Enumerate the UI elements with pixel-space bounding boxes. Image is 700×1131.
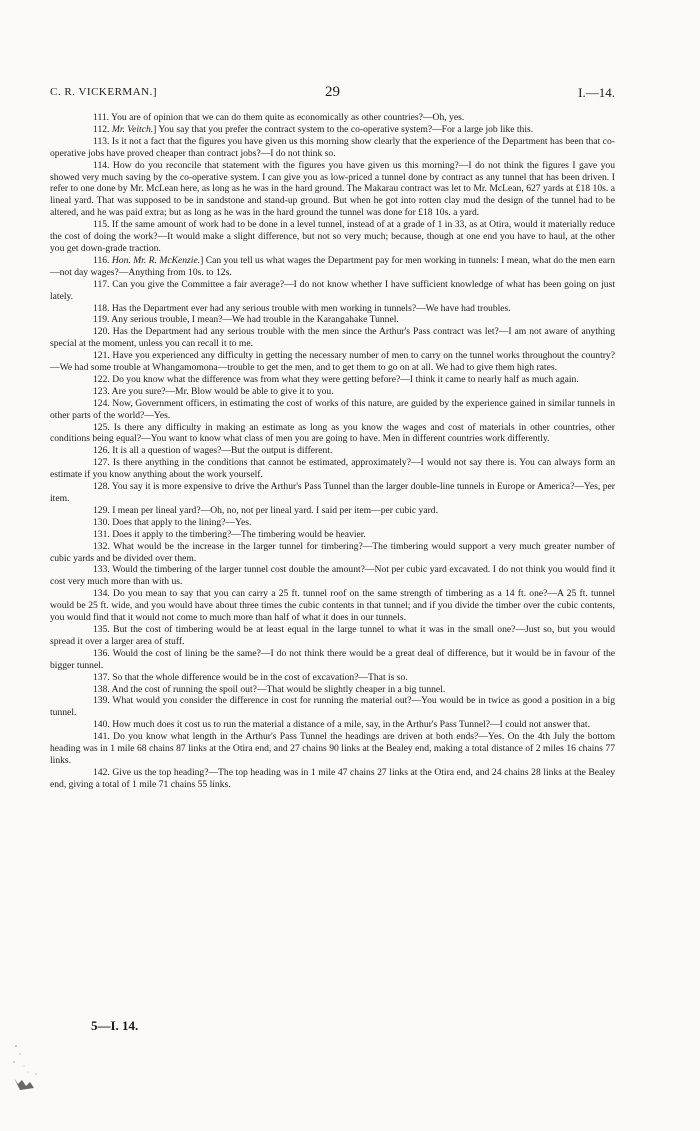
paragraph: 142. Give us the top heading?—The top heading was in 1 mile 47 chains 27 links at the Otira end, and 24 chains 28 links at the Bealey end, giving a total of 1 mile 71 chains 55 links.: [50, 766, 615, 790]
paragraph: 119. Any serious trouble, I mean?—We had trouble in the Karangahake Tunnel.: [93, 314, 399, 326]
testimony-body: [50, 112, 615, 791]
paragraph: 138. And the cost of running the spoil out?—That would be slightly cheaper in a big tunnel.: [93, 683, 446, 695]
paragraph: 116. Hon. Mr. R. McKenzie.] Can you tell us what wages the Department pay for men working in tunnels: I mean, what do the men earn—not day wages?—Anything from 10s. to 12s.: [50, 254, 615, 278]
paragraph: 120. Has the Department had any serious trouble with the men since the Arthur's Pass contract was let?—I am not aware of anything special at the moment, unless you can recall it to me.: [50, 326, 615, 350]
paragraph: 139. What would you consider the difference in cost for running the material out?—You would be in twice as good a position in a big tunnel.: [50, 695, 615, 719]
paragraph: 133. Would the timbering of the larger tunnel cost double the amount?—Not per cubic yard excavated. I do not think you would find it cost very much more than with us.: [50, 564, 615, 588]
paragraph: 129. I mean per lineal yard?—Oh, no, not per lineal yard. I said per item—per cubic yard.: [93, 504, 438, 516]
paragraph: 141. Do you know what length in the Arthur's Pass Tunnel the headings are driven at both ends?—Yes. On the 4th July the bottom heading was in 1 mile 68 chains 87 links at the Otira end, and 27 chains 90 links at the Bealey end, making a total distance of 2 miles 16 chains 77 links.: [50, 731, 615, 766]
witness-name: C. R. VICKERMAN.]: [50, 86, 158, 98]
paragraph: 122. Do you know what the difference was from what they were getting before?—I think it came to nearly half as much again.: [93, 373, 579, 385]
paragraph: 125. Is there any difficulty in making an estimate as long as you know the wages and cost of materials in other countries, other conditions being equal?—You want to know what class of men you are going to have. Men in different countries work differently.: [50, 421, 615, 445]
scan-artifact-icon: [10, 1040, 46, 1092]
paragraph: 117. Can you give the Committee a fair average?—I do not know whether I have sufficient knowledge of what has been going on just lately.: [50, 278, 615, 302]
paragraph: 140. How much does it cost us to run the material a distance of a mile, say, in the Arthur's Pass Tunnel?—I could not answer that.: [93, 719, 590, 731]
page-number: 29: [325, 84, 340, 100]
signature-mark: 5—I. 14.: [91, 1018, 139, 1033]
page-header: [50, 84, 615, 104]
paragraph: 137. So that the whole difference would be in the cost of excavation?—That is so.: [93, 671, 408, 683]
paragraph: 126. It is all a question of wages?—But the output is different.: [93, 445, 333, 457]
paragraph: 121. Have you experienced any difficulty in getting the necessary number of men to carry on the tunnel works throughout the country?—We had some trouble at Whangamomona—trouble to get the men, and to get them to go on at all. We had to give them high rates.: [50, 350, 615, 374]
paragraph: 115. If the same amount of work had to be done in a level tunnel, instead of at a grade of 1 in 33, as at Otira, would it materially reduce the cost of doing the work?—It would make a slight difference, but not so very much; because, though at one end you have to haul, at the other you get down-grade traction.: [50, 219, 615, 254]
paragraph: 131. Does it apply to the timbering?—The timbering would be heavier.: [93, 528, 366, 540]
paragraph: 123. Are you sure?—Mr. Blow would be able to give it to you.: [93, 385, 334, 397]
paragraph: 135. But the cost of timbering would be at least equal in the large tunnel to what it was in the small one?—Just so, but you would spread it over a larger area of stuff.: [50, 623, 615, 647]
paragraph: 130. Does that apply to the lining?—Yes.: [93, 516, 252, 528]
paragraph: 124. Now, Government officers, in estimating the cost of works of this nature, are guided by the experience gained in similar tunnels in other parts of the world?—Yes.: [50, 397, 615, 421]
paragraph: 136. Would the cost of lining be the same?—I do not think there would be a great deal of difference, but it would be in favour of the bigger tunnel.: [50, 647, 615, 671]
paragraph: 111. You are of opinion that we can do them quite as economically as other countries?—Oh, yes.: [93, 112, 465, 123]
paragraph: 114. How do you reconcile that statement with the figures you have given us this morning?—I do not think the figures I gave you showed very much saving by the co-operative system. I can give you as low-priced a tunnel done by contract as any tunnel that has been driven. I refer to one done by Mr. McLean here, as long as he was in the hard ground. The Makarau contract was let to Mr. McLean, 627 yards at £18 10s. a lineal yard. That was supposed to be in sandstone and stand-up ground. But when he got into rotten clay mud the design of the tunnel had to be altered, and he was paid extra; but as long as he was in the hard ground the tunnel was done for £18 10s. a yard.: [50, 159, 615, 219]
paragraph: 134. Do you mean to say that you can carry a 25 ft. tunnel roof on the same strength of timbering as a 14 ft. one?—A 25 ft. tunnel would be 25 ft. wide, and you would have about three times the cubic contents in that tunnel; and if you divide the timber over the cubic contents, you would find that it would not come to much more than half of what it does in our tunnels.: [50, 588, 615, 624]
paragraph: 112. Mr. Veitch.] You say that you prefer the contract system to the co-operative system?—For a large job like this.: [93, 123, 534, 135]
paragraph: 127. Is there anything in the conditions that cannot be estimated, approximately?—I would not say there is. You can always form an estimate if you know anything about the work yourself.: [50, 457, 615, 481]
paragraph: 113. Is it not a fact that the figures you have given us this morning show clearly that the experience of the Department has been that co-operative jobs have proved cheaper than contract jobs?—I do not think so.: [50, 135, 615, 159]
paragraph: 132. What would be the increase in the larger tunnel for timbering?—The timbering would support a very much greater number of cubic yards and be divided over them.: [50, 540, 615, 564]
paragraph: 128. You say it is more expensive to drive the Arthur's Pass Tunnel than the larger double-line tunnels in Europe or America?—Yes, per item.: [50, 481, 615, 504]
paper-reference: I.—14.: [578, 85, 615, 100]
paragraph: 118. Has the Department ever had any serious trouble with men working in tunnels?—We have had troubles.: [93, 302, 511, 314]
